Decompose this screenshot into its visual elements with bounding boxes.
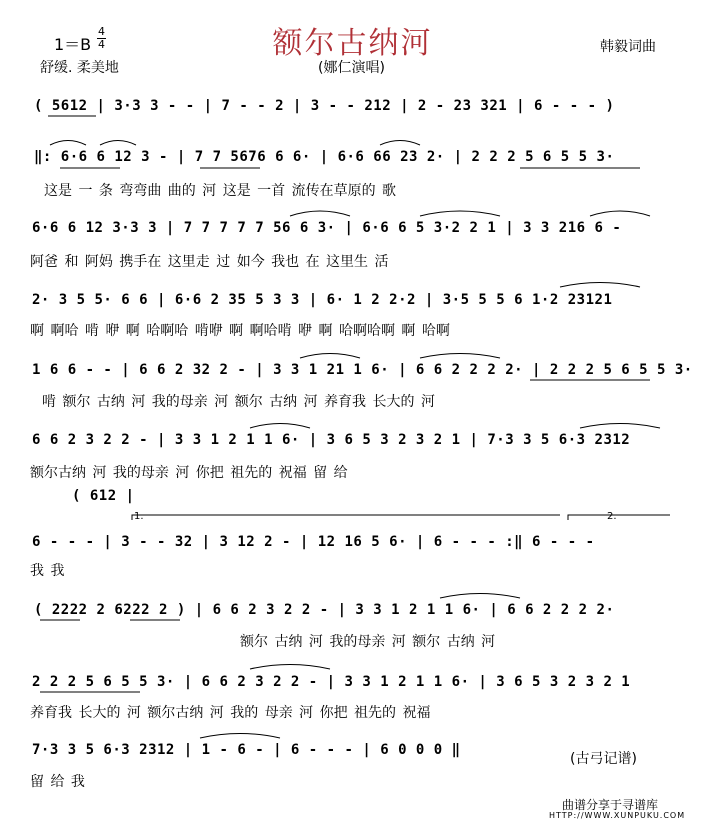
tempo-marking: 舒缓. 柔美地: [40, 60, 119, 76]
score-row-2-lyrics: 这是 一 条 弯弯曲 曲的 河 这是 一首 流传在草原的 歌: [44, 183, 397, 199]
song-title: 额尔古纳河: [272, 26, 433, 61]
tie-mark: [590, 211, 650, 216]
score-row-1-notes: ( 5612 | 3·3 3 - - | 7 - - 2 | 3 - - 212 | 2 - 23 321 | 6 - - - ): [34, 98, 615, 114]
tie-mark: [560, 283, 640, 288]
tie-mark: [580, 424, 660, 429]
key-signature: 1＝B: [54, 35, 92, 54]
score-row-4-notes: 2· 3 5 5· 6 6 | 6·6 2 35 5 3 3 | 6· 1 2 2·2 | 3·5 5 5 6 1·2 23121: [32, 292, 613, 308]
tie-mark: [250, 424, 310, 429]
score-row-10-notes: 2 2 2 5 6 5 5 3· | 6 6 2 3 2 2 - | 3 3 1 2 1 1 6· | 3 6 5 3 2 3 2 1: [32, 674, 631, 690]
singer-credit: (娜仁演唱): [318, 60, 385, 76]
score-row-7-notes: ( 612 |: [72, 488, 135, 504]
transcriber-note: (古弓记谱): [570, 751, 637, 767]
score-row-8-lyrics: 我 我: [30, 563, 65, 579]
watermark-text: 曲谱分享于寻谱库: [562, 798, 659, 812]
score-row-10-lyrics: 养育我 长大的 河 额尔古纳 河 我的 母亲 河 你把 祖先的 祝福: [30, 705, 431, 721]
score-row-9-notes: ( 2222 2 6222 2 ) | 6 6 2 3 2 2 - | 3 3 1 2 1 1 6· | 6 6 2 2 2 2·: [34, 602, 615, 618]
tie-mark: [100, 141, 136, 146]
meter-bottom: 4: [98, 38, 105, 51]
tie-mark: [200, 734, 280, 739]
volta-1-label: 1.: [134, 511, 144, 522]
volta-1-bracket: [132, 515, 560, 520]
tie-mark: [440, 594, 520, 599]
score-row-11-lyrics: 留 给 我: [30, 774, 85, 790]
score-row-9-lyrics: 额尔 古纳 河 我的母亲 河 额尔 古纳 河: [240, 634, 496, 650]
tie-mark: [50, 141, 86, 146]
score-row-6-lyrics: 额尔古纳 河 我的母亲 河 你把 祖先的 祝福 留 给: [30, 465, 348, 481]
score-row-4-lyrics: 啊 啊哈 啃 咿 啊 哈啊哈 啃咿 啊 啊哈啃 咿 啊 哈啊哈啊 啊 哈啊: [30, 323, 450, 339]
score-row-6-notes: 6 6 2 3 2 2 - | 3 3 1 2 1 1 6· | 3 6 5 3 2 3 2 1 | 7·3 3 5 6·3 2312: [32, 432, 631, 448]
meter-top: 4: [98, 25, 105, 38]
tie-mark: [250, 665, 330, 670]
time-signature: [97, 26, 106, 50]
score-row-8-notes: 6 - - - | 3 - - 32 | 3 12 2 - | 12 16 5 6· | 6 - - - :‖ 6 - - -: [32, 534, 595, 550]
watermark-url: HTTP://WWW.XUNPUKU.COM: [549, 811, 686, 820]
tie-mark: [290, 211, 350, 216]
tie-mark: [420, 211, 500, 216]
tie-mark: [420, 354, 500, 359]
score-row-11-notes: 7·3 3 5 6·3 2312 | 1 - 6 - | 6 - - - | 6 0 0 0 ‖: [32, 742, 461, 758]
volta-2-label: 2.: [607, 511, 617, 522]
score-row-5-lyrics: 啃 额尔 古纳 河 我的母亲 河 额尔 古纳 河 养育我 长大的 河: [42, 394, 435, 410]
composer-credit: 韩毅词曲: [600, 39, 656, 55]
volta-2-bracket: [568, 515, 670, 520]
score-row-5-notes: 1 6 6 - - | 6 6 2 32 2 - | 3 3 1 21 1 6· | 6 6 2 2 2 2· | 2 2 2 5 6 5 5 3·: [32, 362, 693, 378]
tie-mark: [380, 141, 420, 146]
score-row-3-notes: 6·6 6 12 3·3 3 | 7 7 7 7 7 56 6 3· | 6·6 6 5 3·2 2 1 | 3 3 216 6 -: [32, 220, 622, 236]
tie-mark: [300, 354, 360, 359]
score-row-3-lyrics: 阿爸 和 阿妈 携手在 这里走 过 如今 我也 在 这里生 活: [30, 254, 389, 270]
score-row-2-notes: ‖: 6·6 6 12 3 - | 7 7 5676 6 6· | 6·6 66 23 2· | 2 2 2 5 6 5 5 3·: [34, 149, 615, 165]
